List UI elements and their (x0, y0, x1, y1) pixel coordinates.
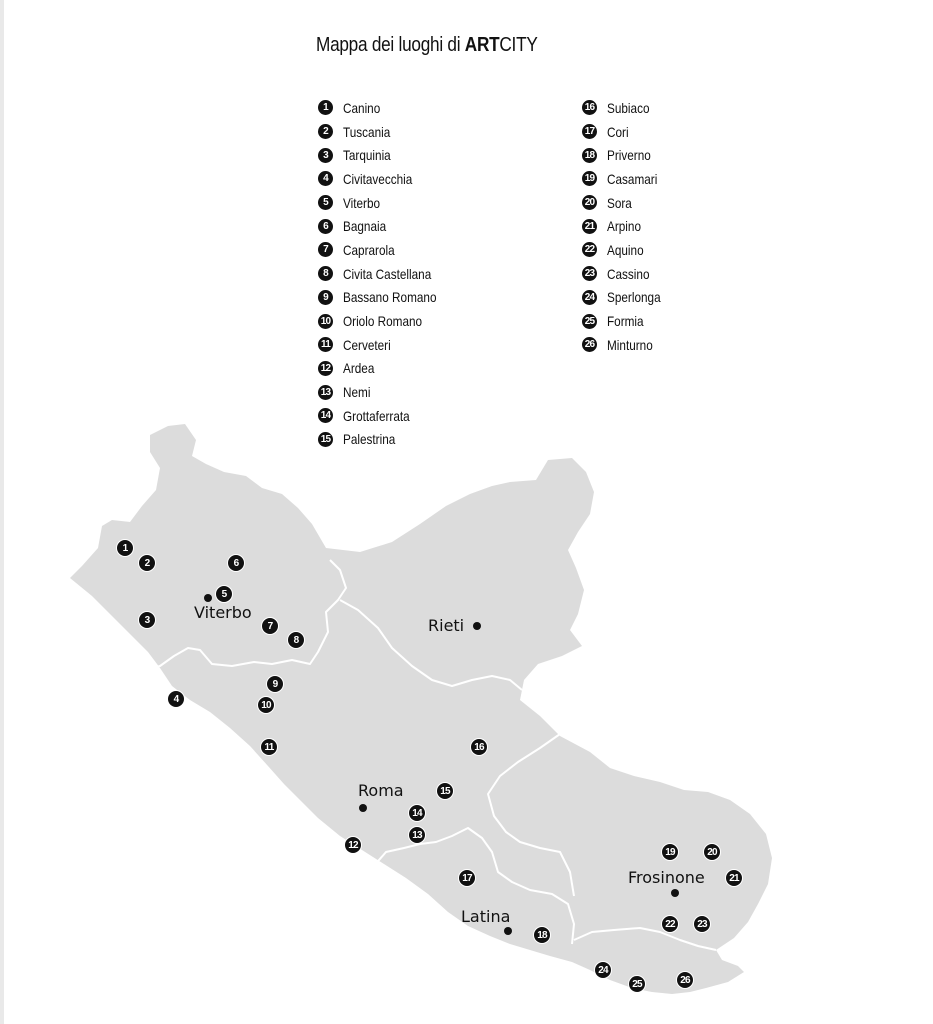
number-badge-icon: 16 (582, 100, 597, 115)
number-badge-icon: 15 (318, 432, 333, 447)
legend-label: Tuscania (343, 123, 391, 140)
map-marker-15: 15 (437, 783, 453, 799)
map-marker-9: 9 (267, 676, 283, 692)
legend-label: Sora (607, 194, 632, 211)
legend-label: Sperlonga (607, 289, 661, 306)
map-marker-19: 19 (662, 844, 678, 860)
city-label-latina: Latina (461, 907, 511, 926)
number-badge-icon: 18 (582, 148, 597, 163)
map-marker-24: 24 (595, 962, 611, 978)
number-badge-icon: 4 (318, 171, 333, 186)
title-brand-bold: ART (464, 34, 500, 56)
number-badge-icon: 23 (582, 266, 597, 281)
legend-label: Aquino (607, 241, 644, 258)
legend-label: Cerveteri (343, 336, 391, 353)
legend-label: Palestrina (343, 431, 396, 448)
legend-label: Casamari (607, 170, 658, 187)
map-marker-8: 8 (288, 632, 304, 648)
city-dot-latina (504, 927, 512, 935)
legend-label: Bagnaia (343, 218, 387, 235)
legend-label: Ardea (343, 360, 375, 377)
legend-label: Oriolo Romano (343, 313, 423, 330)
number-badge-icon: 8 (318, 266, 333, 281)
city-label-frosinone: Frosinone (628, 868, 705, 887)
map-marker-7: 7 (262, 618, 278, 634)
number-badge-icon: 13 (318, 385, 333, 400)
map-marker-4: 4 (168, 691, 184, 707)
number-badge-icon: 2 (318, 124, 333, 139)
map-marker-16: 16 (471, 739, 487, 755)
number-badge-icon: 6 (318, 219, 333, 234)
number-badge-icon: 11 (318, 337, 333, 352)
number-badge-icon: 25 (582, 314, 597, 329)
map-marker-1: 1 (117, 540, 133, 556)
city-label-roma: Roma (358, 781, 404, 800)
map-marker-18: 18 (534, 927, 550, 943)
map-marker-26: 26 (677, 972, 693, 988)
legend-label: Tarquinia (343, 147, 391, 164)
city-dot-viterbo (204, 594, 212, 602)
map-marker-21: 21 (726, 870, 742, 886)
number-badge-icon: 26 (582, 337, 597, 352)
number-badge-icon: 22 (582, 242, 597, 257)
map-marker-13: 13 (409, 827, 425, 843)
title-prefix: Mappa dei luoghi di (316, 34, 465, 56)
legend-label: Civita Castellana (343, 265, 432, 282)
city-dot-rieti (473, 622, 481, 630)
map-marker-6: 6 (228, 555, 244, 571)
legend-label: Arpino (607, 218, 641, 235)
legend-label: Canino (343, 99, 381, 116)
number-badge-icon: 3 (318, 148, 333, 163)
number-badge-icon: 21 (582, 219, 597, 234)
map-marker-14: 14 (409, 805, 425, 821)
legend-label: Nemi (343, 384, 371, 401)
legend-label: Bassano Romano (343, 289, 437, 306)
legend-label: Civitavecchia (343, 170, 413, 187)
map-marker-2: 2 (139, 555, 155, 571)
legend-label: Caprarola (343, 241, 395, 258)
map-marker-22: 22 (662, 916, 678, 932)
map-marker-3: 3 (139, 612, 155, 628)
map-marker-23: 23 (694, 916, 710, 932)
title-brand-regular: CITY (499, 34, 538, 56)
number-badge-icon: 10 (318, 314, 333, 329)
lazio-region-shape (70, 424, 772, 994)
number-badge-icon: 20 (582, 195, 597, 210)
legend-label: Viterbo (343, 194, 381, 211)
map-marker-10: 10 (258, 697, 274, 713)
legend-label: Subiaco (607, 99, 650, 116)
number-badge-icon: 9 (318, 290, 333, 305)
legend-label: Priverno (607, 147, 651, 164)
map-marker-11: 11 (261, 739, 277, 755)
number-badge-icon: 24 (582, 290, 597, 305)
city-dot-frosinone (671, 889, 679, 897)
number-badge-icon: 12 (318, 361, 333, 376)
legend-label: Grottaferrata (343, 407, 410, 424)
number-badge-icon: 14 (318, 408, 333, 423)
legend-label: Minturno (607, 336, 653, 353)
number-badge-icon: 1 (318, 100, 333, 115)
city-label-viterbo: Viterbo (194, 603, 252, 622)
legend-label: Cori (607, 123, 629, 140)
legend-label: Cassino (607, 265, 650, 282)
number-badge-icon: 17 (582, 124, 597, 139)
map-marker-20: 20 (704, 844, 720, 860)
map-marker-5: 5 (216, 586, 232, 602)
city-label-rieti: Rieti (428, 616, 465, 635)
legend-label: Formia (607, 313, 644, 330)
map-marker-12: 12 (345, 837, 361, 853)
number-badge-icon: 19 (582, 171, 597, 186)
map-marker-17: 17 (459, 870, 475, 886)
city-dot-roma (359, 804, 367, 812)
map-marker-25: 25 (629, 976, 645, 992)
number-badge-icon: 5 (318, 195, 333, 210)
number-badge-icon: 7 (318, 242, 333, 257)
